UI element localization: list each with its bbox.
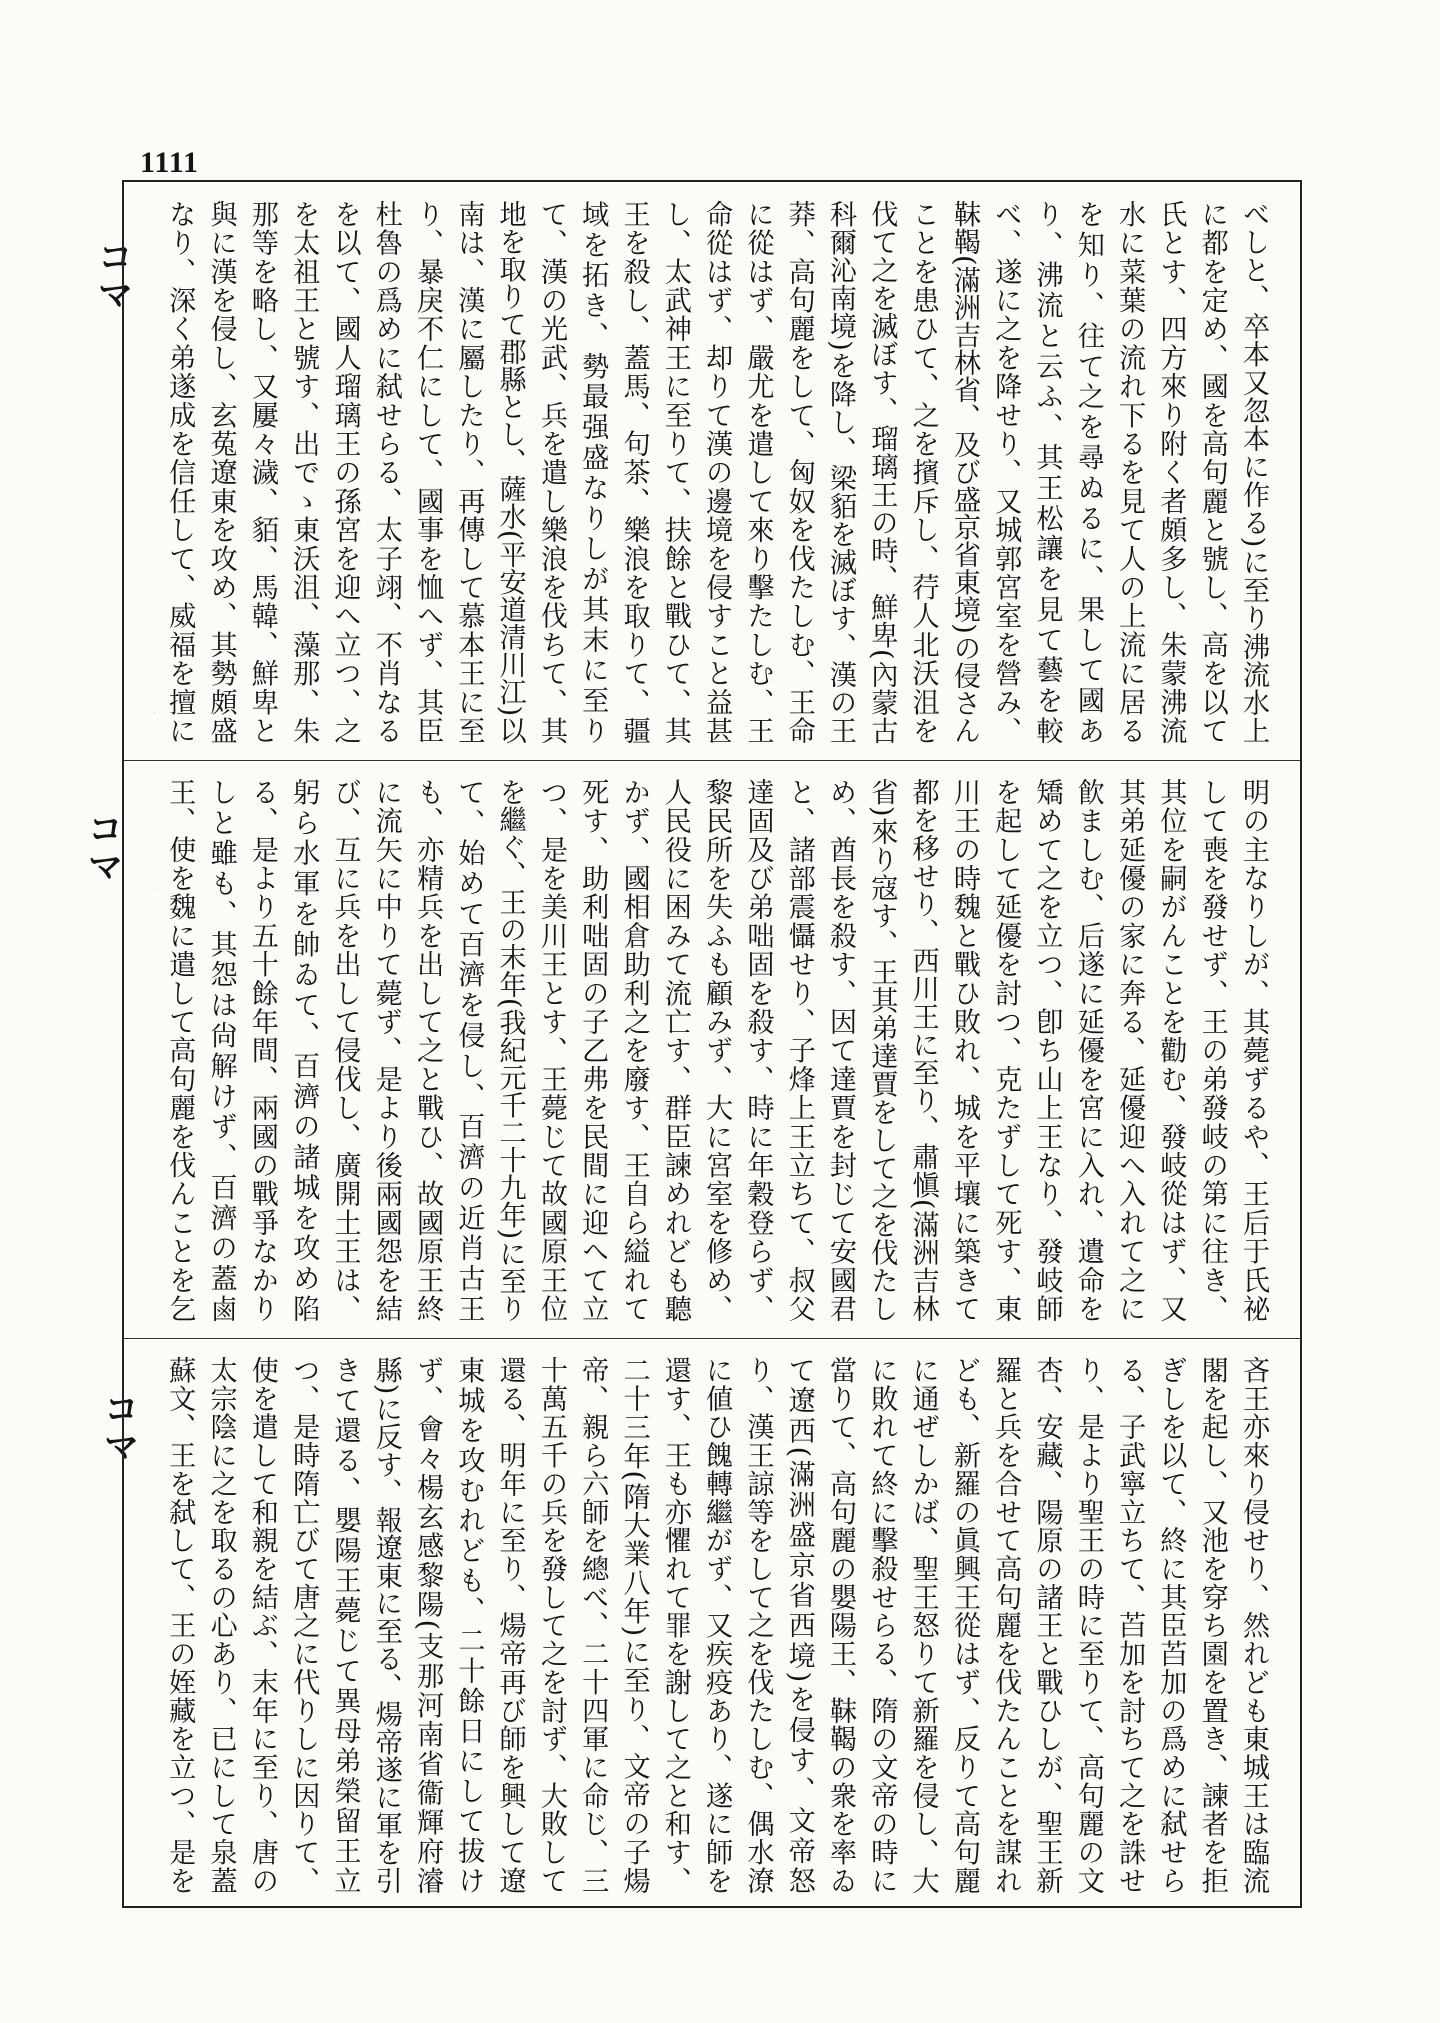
text-tier-1	[124, 182, 1300, 760]
headword-koma-2: コマ	[82, 810, 123, 886]
tier-1-text: べしと、卒本又忽本に作る)に至り沸流水上に都を定め、國を高句麗と號し、高を以て氏とす、四方來り附く者頗多し、朱蒙沸流水に菜葉の流れ下るを見て人の上流に居るを知り、往て之を尋ぬるに、果して國あり、沸流と云ふ、其王松讓を見て藝を較べ、遂に之を降せり、又城郭宮室を營み、靺鞨(滿洲吉林省、及び盛京省東境)の侵さんことを患ひて、之を擯斥し、荇人北沃沮を伐て之を滅ぼす、瑠璃王の時、鮮卑(內蒙古科爾沁南境)を降し、梁貊を滅ぼす、漢の王莽、高句麗をして、匈奴を伐たしむ、王命に從はず、嚴尤を遣して來り擊たしむ、王命從はず、却りて漢の邊境を侵すこと益甚し、太武神王に至りて、扶餘と戰ひて、其王を殺し、蓋馬、句茶、樂浪を取りて、疆域を拓き、勢最强盛なりしが其末に至りて、漢の光武、兵を遣し樂浪を伐ちて、其地を取りて郡縣とし、薩水(平安道清川江)以南は、漢に屬したり、再傳して慕本王に至り、暴戾不仁にして、國事を恤へず、其臣杜魯の爲めに弑せらる、太子翊、不肖なるを以て、國人瑠璃王の孫宮を迎へ立つ、之を太祖王と號す、出でゝ東沃沮、藻那、朱那等を略し、又屢々濊、貊、馬韓、鮮卑と與に漢を侵し、玄菟遼東を攻め、其勢頗盛なり、深く弟遂成を信任して、威福を擅に	[164, 200, 1269, 744]
headword-koma-3: コマ	[98, 1390, 139, 1466]
text-tier-2	[124, 760, 1300, 1338]
tier-2-text: 明の主なりしが、其薨ずるや、王后于氏祕して喪を發せず、王の弟發岐の第に往き、其位を嗣がんことを勸む、發岐從はず、又其弟延優の家に奔る、延優迎へ入れて之に飮ましむ、后遂に延優を宮に入れ、遺命を矯めて之を立つ、卽ち山上王なり、發岐師を起して延優を討つ、克たずして死す、東川王の時魏と戰ひ敗れ、城を平壤に築きて都を移せり、西川王に至り、肅愼(滿洲吉林省)來り寇す、王其弟達賈をして之を伐たしめ、酋長を殺す、因て達賈を封じて安國君と、諸部震懾せり、子烽上王立ちて、叔父達固及び弟咄固を殺す、時に年穀登らず、黎民所を失ふも顧みず、大に宮室を修め、人民役に困みて流亡す、群臣諫めれども聽かず、國相倉助利之を廢す、王自ら縊れて死す、助利咄固の子乙弗を民間に迎へて立つ、是を美川王とす、王薨じて故國原王位を繼ぐ、王の末年(我紀元千二十九年)に至りて、始めて百濟を侵し、百濟の近肖古王も、亦精兵を出して之と戰ひ、故國原王終に流矢に中りて薨ず、是より後兩國怨を結び、互に兵を出して侵伐し、廣開土王は、躬ら水軍を帥ゐて、百濟の諸城を攻め陷る、是より五十餘年間、兩國の戰爭なかりしと雖も、其怨は尙解けず、百濟の蓋鹵王、使を魏に遣して高句麗を伐んことを乞	[164, 778, 1269, 1322]
text-tier-3	[124, 1338, 1300, 1910]
headword-koma-1: コマ	[92, 238, 133, 314]
page-frame	[122, 180, 1302, 1908]
page-number: 1111	[140, 146, 200, 179]
tier-3-text: 吝王亦來り侵せり、然れども東城王は臨流閣を起し、又池を穿ち園を置き、諫者を拒ぎしを以て、終に其臣苩加の爲めに弑せらる、子武寧立ちて、苩加を討ちて之を誅せり、是より聖王の時に至りて、高句麗の文杏、安藏、陽原の諸王と戰ひしが、聖王新羅と兵を合せて高句麗を伐たんことを謀れども、新羅の眞興王從はず、反りて高句麗に通ぜしかば、聖王怒りて新羅を侵し、大に敗れて終に擊殺せらる、隋の文帝の時に當りて、高句麗の嬰陽王、靺鞨の衆を率ゐて遼西(滿洲盛京省西境)を侵す、文帝怒り、漢王諒等をして之を伐たしむ、偶水潦に値ひ餽轉繼がず、又疾疫あり、遂に師を還す、王も亦懼れて罪を謝して之と和す、二十三年(隋大業八年)に至り、文帝の子煬帝、親ら六師を總べ、二十四軍に命じ、三十萬五千の兵を發して之を討ず、大敗して還る、明年に至り、煬帝再び師を興して遼東城を攻むれども、二十餘日にして拔けず、會々楊玄感黎陽(支那河南省衞輝府濬縣)に反す、報遼東に至る、煬帝遂に軍を引きて還る、嬰陽王薨じて異母弟榮留王立つ、是時隋亡びて唐之に代りしに因りて、使を遣して和親を結ぶ、末年に至り、唐の太宗陰に之を取るの心あり、已にして泉蓋蘇文、王を弑して、王の姪藏を立つ、是を	[164, 1356, 1269, 1894]
